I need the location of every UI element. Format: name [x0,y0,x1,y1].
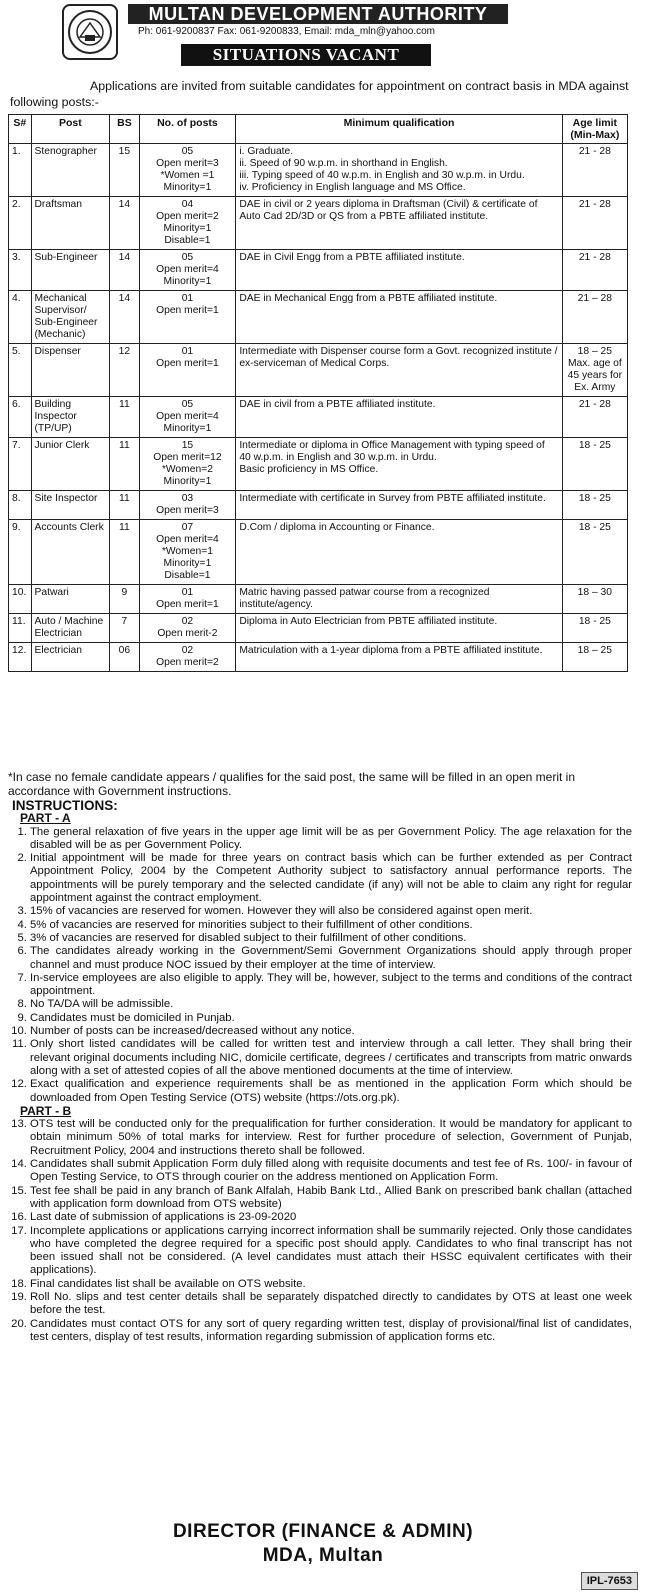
cell-age-limit: 21 - 28 [562,250,627,291]
intro-paragraph: Applications are invited from suitable candidates for appointment on contract basis in MDA against following posts:- [10,79,629,109]
cell-num-posts [139,197,236,250]
qualification-line: D.Com / diploma in Accounting or Finance. [239,522,435,533]
qualification-line: Basic proficiency in MS Office. [239,464,379,475]
cell-sn: 4. [9,291,32,344]
instruction-item: 4. 5% of vacancies are reserved for minorities subject to their fulfillment of other conditions. [30,919,632,932]
qualification-line: DAE in Mechanical Engg from a PBTE affiliated institute. [239,293,498,304]
header-qualification: Minimum qualification [236,115,562,144]
cell-sn: 10. [9,585,32,614]
cell-sn: 12. [9,643,32,672]
posts-line: 01 [181,346,194,357]
cell-num-posts [139,491,236,520]
signatory-office: MDA, Multan [262,1545,384,1566]
table-row [9,144,628,197]
table-row [9,344,628,397]
org-title: MULTAN DEVELOPMENT AUTHORITY [128,4,508,24]
posts-line: 01 [181,587,194,598]
qualification-line: Intermediate with certificate in Survey from PBTE affiliated institute. [239,493,546,504]
posts-line: Minority=1 [163,276,212,287]
instructions-heading: INSTRUCTIONS: [12,798,118,813]
cell-qualification [236,397,562,438]
instruction-item: 15. Test fee shall be paid in any branch of Bank Alfalah, Habib Bank Ltd., Allied Bank on prescribed bank challan (attached with application form download from OTS website) [30,1185,632,1212]
cell-sn: 7. [9,438,32,491]
instruction-item: 2. Initial appointment will be made for three years on contract basis which can be further extended as per Contract Appointment Policy, 2004 by the Competent Authority subject to satisfactory annual performance reports. The appointments will be purely temporary and the selected candidate (if any) will not be able to claim any right for regular appointment against the contract employment. [30,852,632,905]
part-b-heading: PART - B [20,1103,72,1118]
cell-sn: 9. [9,520,32,585]
posts-line: Open merit=4 [156,534,219,545]
cell-age-limit: 18 - 25 [562,491,627,520]
cell-num-posts [139,144,236,197]
cell-sn: 6. [9,397,32,438]
cell-bs: 15 [110,144,139,197]
qualification-line: i. Graduate. [239,146,294,157]
cell-bs: 14 [110,197,139,250]
cell-age-limit: 21 – 28 [562,291,627,344]
posts-line: Open merit=1 [156,358,219,369]
cell-post: Building Inspector (TP/UP) [31,397,110,438]
cell-bs: 06 [110,643,139,672]
posts-line: *Women=1 [161,546,213,557]
posts-line: Open merit=1 [156,599,219,610]
table-header-row [9,115,628,144]
table-row [9,585,628,614]
situations-vacant-banner: SITUATIONS VACANT [181,44,431,66]
cell-bs: 11 [110,520,139,585]
instruction-item: 14. Candidates shall submit Application Form duly filled along with requisite documents and test fee of Rs. 100/- in favour of Open Testing Service, to OTS through courier on the address mentioned on Application Form. [30,1158,632,1185]
qualification-line: Matric having passed patwar course from a recognized institute/agency. [239,587,490,610]
cell-post: Accounts Clerk [31,520,110,585]
qualification-line: Intermediate or diploma in Office Management with typing speed of 40 w.p.m. in English and 30 w.p.m. in Urdu. [239,440,545,463]
cell-age-limit: 18 – 25 [562,643,627,672]
instruction-item: 12. Exact qualification and experience requirements shall be as mentioned in the application Form which should be downloaded from Open Testing Service (OTS) website (https://ots.org.pk). [30,1078,632,1105]
instruction-item: 19. Roll No. slips and test center details shall be separately dispatched directly to candidates by OTS at least one week before the test. [30,1291,632,1318]
instruction-item: 1. The general relaxation of five years in the upper age limit will be as per Government Policy. The age relaxation for the disabled will be as per Government Policy. [30,826,632,853]
posts-line: 02 [181,616,194,627]
instruction-item: 3. 15% of vacancies are reserved for women. However they will also be considered against open merit. [30,905,632,918]
posts-line: 02 [181,645,194,656]
cell-sn: 8. [9,491,32,520]
instruction-item: 10. Number of posts can be increased/decreased without any notice. [30,1025,632,1038]
cell-num-posts [139,438,236,491]
qualification-line: Intermediate with Dispenser course form a Govt. recognized institute / ex-serviceman of Medical Corps. [239,346,558,369]
header-num-posts: No. of posts [139,115,236,144]
part-a-list [12,826,632,1105]
cell-num-posts [139,250,236,291]
cell-age-limit: 18 – 25 Max. age of 45 years for Ex. Army [562,344,627,397]
signatory-title: DIRECTOR (FINANCE & ADMIN) [172,1521,474,1542]
cell-num-posts [139,585,236,614]
qualification-line: iii. Typing speed of 40 w.p.m. in English and 30 w.p.m. in Urdu. [239,170,525,181]
cell-qualification [236,291,562,344]
instructions-section [12,799,632,1344]
qualification-line: ii. Speed of 90 w.p.m. in shorthand in English. [239,158,448,169]
table-row [9,520,628,585]
mda-seal-icon [62,4,118,60]
cell-post: Junior Clerk [31,438,110,491]
cell-age-limit: 18 - 25 [562,438,627,491]
ipl-reference: IPL-7653 [581,1572,638,1590]
contact-line: Ph: 061-9200837 Fax: 061-9200833, Email: mda_mln@yahoo.com [138,26,435,37]
cell-age-limit: 18 - 25 [562,520,627,585]
cell-qualification [236,250,562,291]
table-row [9,643,628,672]
table-row [9,438,628,491]
cell-post: Electrician [31,643,110,672]
posts-line: Minority=1 [163,423,212,434]
posts-line: 05 [181,252,194,263]
cell-post: Site Inspector [31,491,110,520]
cell-qualification [236,585,562,614]
posts-line: Open merit-2 [157,628,218,639]
table-row [9,491,628,520]
cell-bs: 14 [110,291,139,344]
part-a-heading: PART - A [20,811,71,826]
posts-line: *Women=2 [161,464,213,475]
cell-age-limit: 18 - 25 [562,614,627,643]
cell-sn: 5. [9,344,32,397]
instruction-item: 7. In-service employees are also eligible to apply. They will be, however, subject to the terms and conditions of the contract appointment. [30,972,632,999]
cell-age-limit: 18 – 30 [562,585,627,614]
cell-qualification [236,614,562,643]
cell-post: Auto / Machine Electrician [31,614,110,643]
posts-line: 05 [181,399,194,410]
instruction-item: 17. Incomplete applications or applications carrying incorrect information shall be summarily rejected. Only those candidates who have completed the degree required for a specific post should apply. Candidates to who final transcript has not been issued shall not be considered. (A level candidates must attach their HSSC equivalent certificates with their applications). [30,1225,632,1278]
table-row [9,250,628,291]
header-age-limit: Age limit (Min-Max) [562,115,627,144]
cell-post: Patwari [31,585,110,614]
posts-line: Open merit=3 [156,158,219,169]
posts-line: Open merit=4 [156,411,219,422]
posts-line: Disable=1 [164,235,211,246]
cell-qualification [236,344,562,397]
qualification-line: DAE in civil from a PBTE affiliated institute. [239,399,436,410]
cell-qualification [236,520,562,585]
qualification-line: DAE in civil or 2 years diploma in Draftsman (Civil) & certificate of Auto Cad 2D/3D or QS from a PBTE affiliated institute. [239,199,538,222]
instruction-item: 20. Candidates must contact OTS for any sort of query regarding written test, display of provisional/final list of candidates, test centers, display of test results, information regarding submission of application forms etc. [30,1318,632,1345]
posts-line: Minority=1 [163,558,212,569]
cell-bs: 14 [110,250,139,291]
cell-age-limit: 21 - 28 [562,144,627,197]
posts-line: *Women =1 [160,170,215,181]
posts-line: 04 [181,199,194,210]
cell-num-posts [139,520,236,585]
table-row [9,291,628,344]
posts-line: Minority=1 [163,223,212,234]
header-bs: BS [110,115,139,144]
header-sn: S# [9,115,32,144]
instruction-item: 9. Candidates must be domiciled in Punjab. [30,1012,632,1025]
posts-line: 01 [181,293,194,304]
cell-bs: 12 [110,344,139,397]
table-row [9,197,628,250]
cell-qualification [236,438,562,491]
cell-bs: 9 [110,585,139,614]
cell-sn: 11. [9,614,32,643]
signature-block [0,1520,646,1568]
instruction-item: 16. Last date of submission of applications is 23-09-2020 [30,1211,632,1224]
instruction-item: 18. Final candidates list shall be available on OTS website. [30,1278,632,1291]
cell-post: Sub-Engineer [31,250,110,291]
cell-post: Stenographer [31,144,110,197]
cell-sn: 1. [9,144,32,197]
cell-num-posts [139,344,236,397]
posts-line: Minority=1 [163,476,212,487]
cell-qualification [236,643,562,672]
cell-num-posts [139,397,236,438]
cell-qualification [236,144,562,197]
cell-num-posts [139,614,236,643]
cell-age-limit: 21 - 28 [562,197,627,250]
cell-post: Dispenser [31,344,110,397]
instruction-item: 11. Only short listed candidates will be called for written test and interview through a call letter. They shall bring their relevant original documents including NIC, domicile certificate, degrees / certificates and transcripts from matric onwards along with a set of attested copies of all the above mentioned documents at the time of interview. [30,1038,632,1078]
cell-post: Mechanical Supervisor/ Sub-Engineer (Mechanic) [31,291,110,344]
instruction-item: 8. No TA/DA will be admissible. [30,998,632,1011]
qualification-line: Diploma in Auto Electrician from PBTE affiliated institute. [239,616,498,627]
qualification-line: Matriculation with a 1-year diploma from a PBTE affiliated institute. [239,645,543,656]
posts-line: Minority=1 [163,182,212,193]
cell-qualification [236,197,562,250]
part-b-list [12,1118,632,1344]
cell-bs: 7 [110,614,139,643]
posts-line: 03 [181,493,194,504]
posts-line: Open merit=2 [156,657,219,668]
cell-sn: 2. [9,197,32,250]
cell-bs: 11 [110,438,139,491]
posts-line: Open merit=12 [153,452,222,463]
table-row [9,614,628,643]
cell-num-posts [139,643,236,672]
cell-bs: 11 [110,491,139,520]
posts-line: Open merit=1 [156,305,219,316]
instruction-item: 13. OTS test will be conducted only for the prequalification for further consideration. It would be mandatory for applicant to obtain minimum 50% of total marks for interview. Rest for further procedure of selection, Government of Punjab, Recruitment Policy, 2004 and instructions thereto shall be followed. [30,1118,632,1158]
posts-line: 07 [181,522,194,533]
instruction-item: 6. The candidates already working in the Government/Semi Government Organizations should apply through proper channel and must produce NOC issued by their employer at the time of interview. [30,945,632,972]
posts-line: Disable=1 [164,570,211,581]
posts-line: Open merit=2 [156,211,219,222]
posts-line: Open merit=3 [156,505,219,516]
posts-line: 15 [181,440,194,451]
cell-post: Draftsman [31,197,110,250]
posts-table [8,114,628,672]
cell-bs: 11 [110,397,139,438]
header-post: Post [31,115,110,144]
qualification-line: iv. Proficiency in English language and MS Office. [239,182,466,193]
table-row [9,397,628,438]
cell-sn: 3. [9,250,32,291]
cell-age-limit: 21 - 28 [562,397,627,438]
female-candidate-note: *In case no female candidate appears / qualifies for the said post, the same will be filled in an open merit in accordance with Government instructions. [8,770,575,798]
cell-num-posts [139,291,236,344]
instruction-item: 5. 3% of vacancies are reserved for disabled subject to their fulfillment of other conditions. [30,932,632,945]
qualification-line: DAE in Civil Engg from a PBTE affiliated institute. [239,252,465,263]
posts-line: 05 [181,146,194,157]
posts-line: Open merit=4 [156,264,219,275]
cell-qualification [236,491,562,520]
